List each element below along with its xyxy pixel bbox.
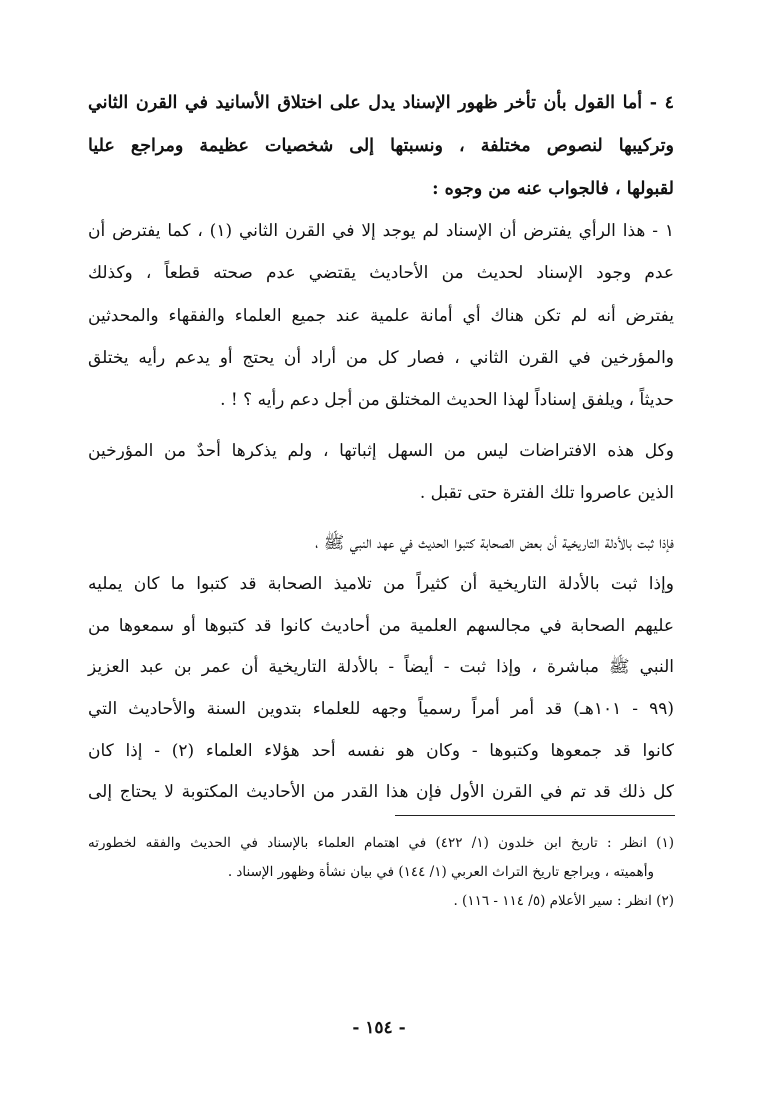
paragraph-3-line-2: الذين عاصروا تلك الفترة حتى تقبل .	[419, 483, 674, 503]
paragraph-2-line-1: ١ - هذا الرأي يفترض أن الإسناد لم يوجد إلا في القرن الثاني (١) ، كما يفترض أن	[88, 221, 675, 241]
paragraph-4-line-1: فإذا ثبت بالأدلة التاريخية أن بعض الصحابة كتبوا الحديث في عهد النبي ﷺ ،	[315, 533, 674, 553]
footnote-1-line-1: (١) انظر : تاريخ ابن خلدون (١/ ٤٢٢) في اهتمام العلماء بالإسناد في الحديث والفقه لخطورته	[88, 835, 674, 851]
paragraph-2-line-3: يفترض أنه لم تكن هناك أي أمانة علمية عند جميع العلماء والفقهاء والمحدثين	[88, 306, 674, 326]
footnote-1-line-2: وأهميته ، ويراجع تاريخ التراث العربي (١/ ١٤٤) في بيان نشأة وظهور الإسناد .	[227, 864, 654, 880]
paragraph-4-line-2: وإذا ثبت بالأدلة التاريخية أن كثيراً من تلاميذ الصحابة قد كتبوا ما كان يمليه	[88, 574, 674, 594]
paragraph-4-line-3: عليهم الصحابة في مجالسهم العلمية من أحاديث كانوا قد كتبوها أو سمعوها من	[88, 616, 674, 636]
footnote-divider	[395, 815, 675, 816]
paragraph-3-line-1: وكل هذه الافتراضات ليس من السهل إثباتها ، ولم يذكرها أحدٌ من المؤرخين	[88, 441, 674, 461]
paragraph-4-line-7: كل ذلك قد تم في القرن الأول فإن هذا القدر من الأحاديث المكتوبة لا يحتاج إلى	[88, 782, 674, 802]
paragraph-2-line-5: حديثاً ، ويلفق إسناداً لهذا الحديث المختلق من أجل دعم رأيه ؟ ! .	[220, 390, 674, 410]
paragraph-1-line-1: ٤ - أما القول بأن تأخر ظهور الإسناد يدل على اختلاق الأسانيد في القرن الثاني	[88, 93, 674, 113]
paragraph-2-line-2: عدم وجود الإسناد لحديث من الأحاديث يقتضي عدم صحته قطعاً ، وكذلك	[88, 263, 674, 283]
page-number: - ١٥٤ -	[352, 1018, 406, 1038]
paragraph-2-line-4: والمؤرخين في القرن الثاني ، فصار كل من أراد أن يحتج أو يدعم رأيه يختلق	[88, 348, 674, 368]
paragraph-1-line-2: وتركيبها لنصوص مختلفة ، ونسبتها إلى شخصيات عظيمة ومراجع عليا	[88, 136, 674, 156]
paragraph-4-line-6: كانوا قد جمعوها وكتبوها - وكان هو نفسه أحد هؤلاء العلماء (٢) - إذا كان	[88, 741, 674, 761]
footnote-2: (٢) انظر : سير الأعلام (٥/ ١١٤ - ١١٦) .	[453, 893, 674, 909]
paragraph-1-line-3: لقبولها ، فالجواب عنه من وجوه :	[432, 179, 674, 199]
paragraph-4-line-5: (٩٩ - ١٠١هـ) قد أمر أمراً رسمياً وجهه للعلماء بتدوين السنة والأحاديث التي	[88, 699, 674, 719]
paragraph-4-line-4: النبي ﷺ مباشرة ، وإذا ثبت - أيضاً - بالأدلة التاريخية أن عمر بن عبد العزيز	[88, 657, 674, 677]
